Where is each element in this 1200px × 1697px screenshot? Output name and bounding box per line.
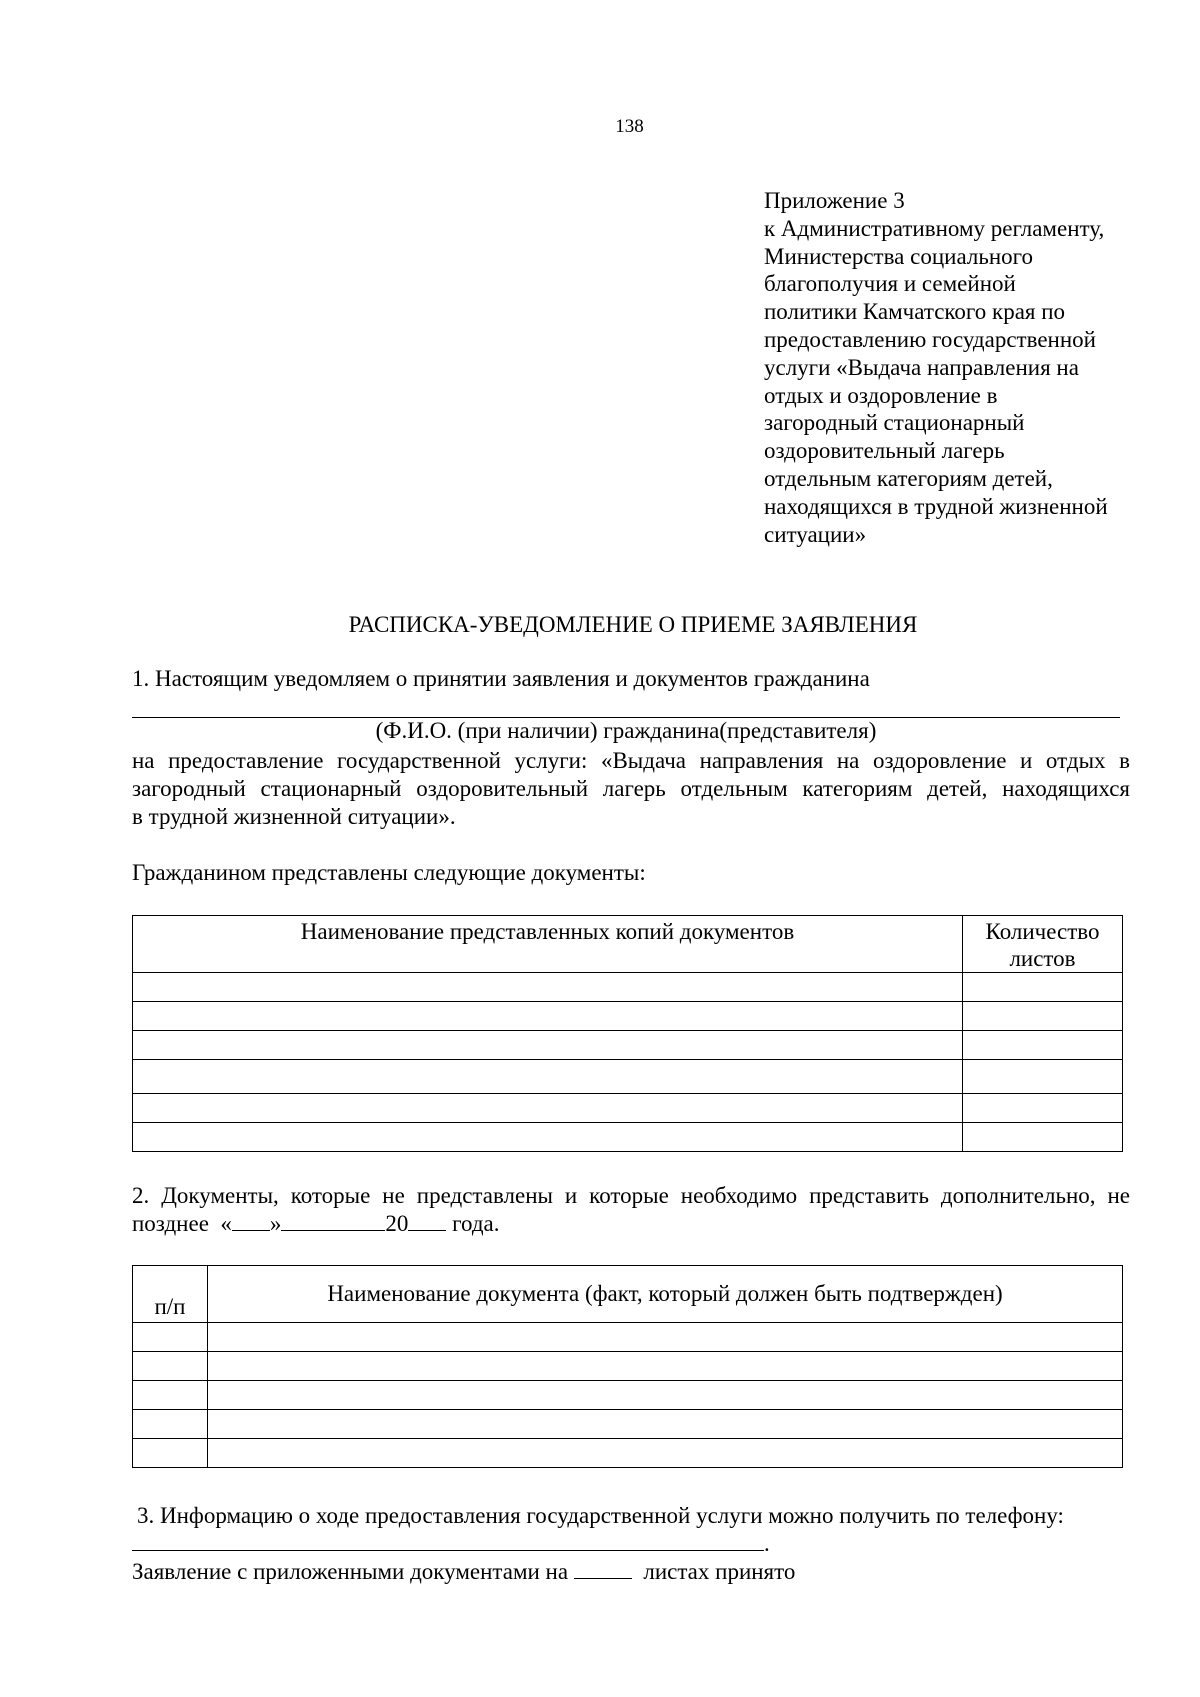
table-header-row	[133, 916, 1123, 973]
submitted-documents-table	[132, 915, 1123, 1152]
section1-paragraph-line: на предоставление государственной услуги: «Выдача направления на оздоровление и отдых в	[132, 748, 1130, 773]
table-cell[interactable]	[963, 1002, 1123, 1031]
table-cell[interactable]	[133, 1060, 963, 1094]
appendix-line: отдых и оздоровление в	[764, 382, 998, 408]
documents-label: Гражданином представлены следующие документы:	[132, 860, 646, 885]
table-cell[interactable]	[133, 1031, 963, 1060]
section3-line: 3. Информацию о ходе предоставления государственной услуги можно получить по телефону:	[137, 1503, 1064, 1528]
table-cell[interactable]	[208, 1410, 1123, 1439]
table-cell[interactable]	[133, 1381, 208, 1410]
section2-line: 2. Документы, которые не представлены и которые необходимо представить дополнительно, не	[132, 1183, 1130, 1208]
appendix-line: политики Камчатского края по	[764, 299, 1066, 325]
table-header-cell	[963, 916, 1123, 973]
quote-close: »	[269, 1211, 282, 1236]
appendix-line: предоставлению государственной	[764, 326, 1096, 352]
missing-documents-table	[132, 1265, 1123, 1468]
table-cell[interactable]	[963, 1123, 1123, 1152]
month-blank[interactable]	[281, 1210, 385, 1231]
deadline-prefix: позднее	[132, 1211, 209, 1236]
header-count-line: листов	[1009, 946, 1076, 971]
appendix-line: находящихся в трудной жизненной	[764, 493, 1108, 519]
appendix-line: оздоровительный лагерь	[764, 438, 1005, 464]
table-row	[133, 1031, 1123, 1060]
header-document-name: Наименование документа (факт, который должен быть подтвержден)	[327, 1281, 1003, 1306]
header-document-name: Наименование представленных копий документов	[300, 919, 795, 944]
quote-open: «	[220, 1211, 232, 1236]
table-cell[interactable]	[963, 1031, 1123, 1060]
day-blank[interactable]	[232, 1210, 270, 1231]
table-cell[interactable]	[208, 1323, 1123, 1352]
table-row	[133, 1002, 1123, 1031]
table-cell[interactable]	[133, 1123, 963, 1152]
table-row	[133, 1439, 1123, 1468]
document-title: РАСПИСКА-УВЕДОМЛЕНИЕ О ПРИЕМЕ ЗАЯВЛЕНИЯ	[348, 612, 918, 637]
accepted-prefix: Заявление с приложенными документами на	[132, 1559, 569, 1584]
table-header-cell	[133, 1266, 208, 1323]
accepted-line	[132, 1558, 1132, 1586]
table-cell[interactable]	[133, 973, 963, 1002]
table-row	[133, 1060, 1123, 1094]
table-header-cell	[133, 916, 963, 973]
appendix-line: ситуации»	[764, 521, 867, 547]
appendix-line: Приложение 3	[764, 188, 905, 213]
table-cell[interactable]	[963, 1094, 1123, 1123]
section1-intro: 1. Настоящим уведомляем о принятии заявления и документов гражданина	[132, 666, 870, 691]
table-cell[interactable]	[208, 1352, 1123, 1381]
appendix-line: услуги «Выдача направления на	[764, 354, 1079, 380]
table-cell[interactable]	[963, 1060, 1123, 1094]
table-cell[interactable]	[133, 1439, 208, 1468]
table-cell[interactable]	[133, 1323, 208, 1352]
table-row	[133, 1094, 1123, 1123]
appendix-line: к Административному регламенту,	[764, 215, 1105, 241]
table-row	[133, 1323, 1123, 1352]
page-number: 138	[615, 116, 644, 137]
table-cell[interactable]	[133, 1352, 208, 1381]
appendix-line: отдельным категориям детей,	[764, 465, 1053, 491]
table-header-row	[133, 1266, 1123, 1323]
sheets-count-blank[interactable]	[574, 1558, 632, 1579]
header-count-line: Количество	[985, 919, 1100, 944]
section1-paragraph-line: загородный стационарный оздоровительный лагерь отдельным категориям детей, находящихся	[132, 776, 1130, 801]
appendix-line: Министерства социального	[764, 243, 1033, 269]
deadline-line	[132, 1210, 1132, 1238]
table-cell[interactable]	[133, 1002, 963, 1031]
appendix-note	[764, 187, 1108, 548]
fio-caption: (Ф.И.О. (при наличии) гражданина(представителя)	[375, 718, 877, 743]
table-cell[interactable]	[133, 1094, 963, 1123]
year-prefix: 20	[385, 1211, 409, 1236]
appendix-line: загородный стационарный	[764, 410, 1025, 436]
phone-line-end: .	[764, 1531, 770, 1556]
year-suffix: года.	[452, 1211, 500, 1236]
table-cell[interactable]	[208, 1381, 1123, 1410]
table-row	[133, 973, 1123, 1002]
table-row	[133, 1123, 1123, 1152]
phone-blank[interactable]	[132, 1530, 764, 1551]
table-cell[interactable]	[963, 973, 1123, 1002]
accepted-suffix: листах принято	[643, 1559, 796, 1584]
table-cell[interactable]	[208, 1439, 1123, 1468]
table-row	[133, 1381, 1123, 1410]
table-row	[133, 1410, 1123, 1439]
phone-line	[132, 1530, 1132, 1558]
year-blank[interactable]	[408, 1210, 446, 1231]
table-row	[133, 1352, 1123, 1381]
section1-paragraph-line: в трудной жизненной ситуации».	[132, 804, 456, 829]
table-cell[interactable]	[133, 1410, 208, 1439]
header-number: п/п	[154, 1294, 186, 1319]
table-header-cell	[208, 1266, 1123, 1323]
appendix-line: благополучия и семейной	[764, 271, 1016, 297]
